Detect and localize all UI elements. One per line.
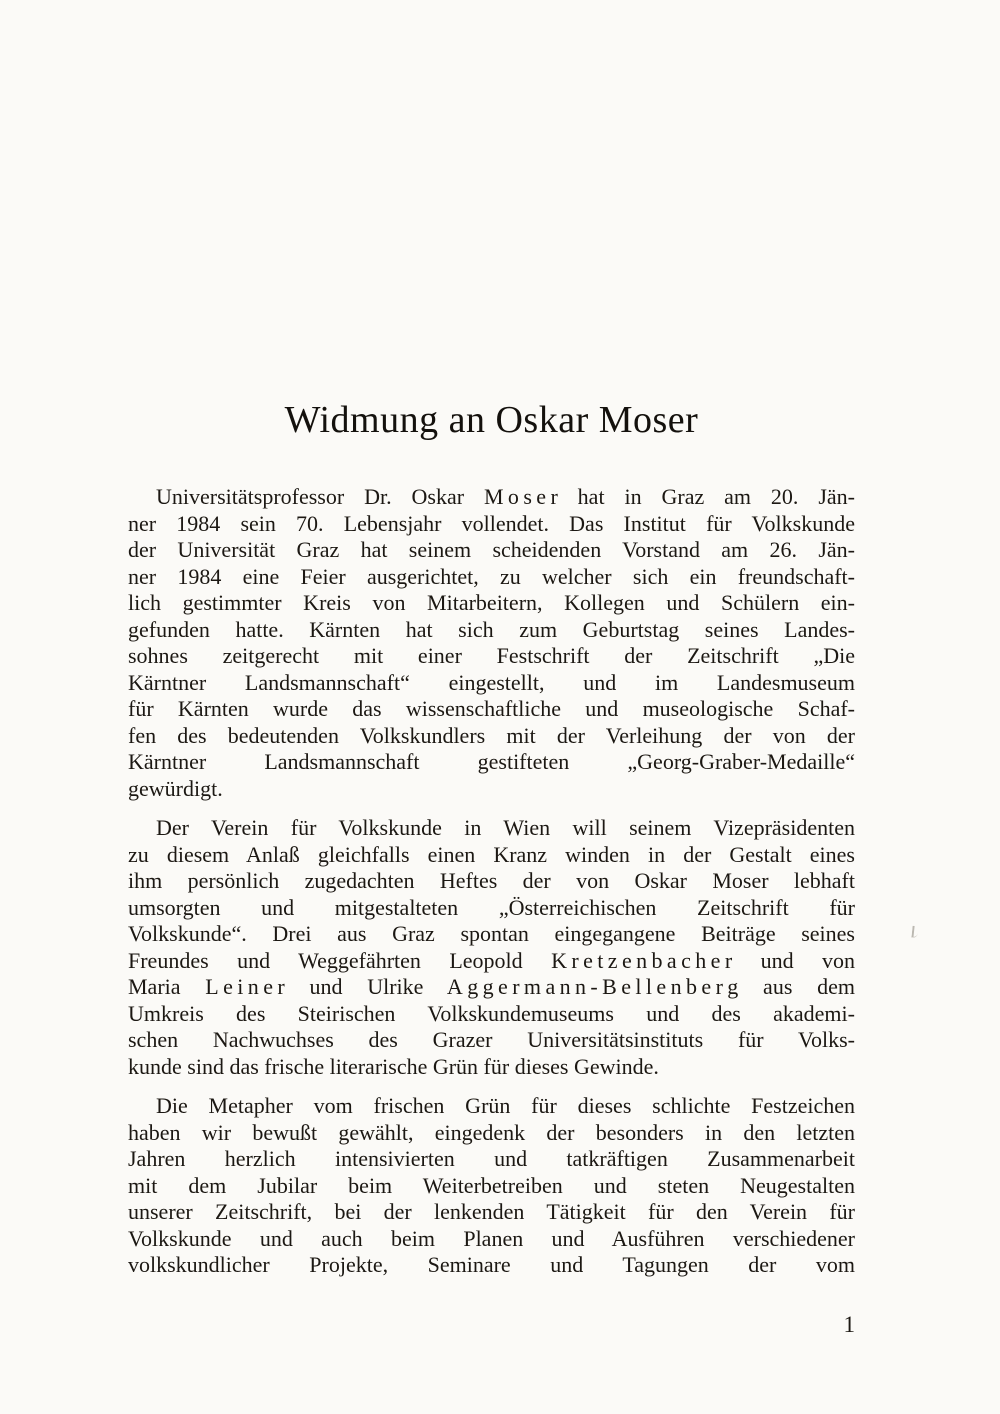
page-title: Widmung an Oskar Moser [284, 399, 699, 441]
text-line: Kärntner Landsmannschaft“ eingestellt, und im Landesmuseum [128, 669, 855, 695]
text-line: gewürdigt. [128, 775, 223, 801]
text-line: Jahren herzlich intensivierten und tatkräftigen Zusammenarbeit [128, 1146, 855, 1171]
scan-speck-icon [911, 926, 918, 939]
text-line: Universitätsprofessor Dr. Oskar M o s e r hat in Graz am 20. Jän- [156, 484, 855, 509]
page-number: 1 [843, 1312, 855, 1337]
text-line: Volkskunde“. Drei aus Graz spontan eingegangene Beiträge seines [128, 921, 855, 946]
text-line: haben wir bewußt gewählt, eingedenk der besonders in den letzten [128, 1119, 855, 1145]
paragraph-2 [128, 815, 855, 1080]
paragraph-1 [128, 484, 855, 802]
text-line: volkskundlicher Projekte, Seminare und Tagungen der vom [128, 1252, 855, 1277]
text-line: zu diesem Anlaß gleichfalls einen Kranz winden in der Gestalt eines [128, 841, 855, 867]
text-line: ihm persönlich zugedachten Heftes der von Oskar Moser lebhaft [128, 868, 855, 893]
text-line: Maria L e i n e r und Ulrike A g g e r m a n n - B e l l e n b e r g aus dem [128, 974, 855, 999]
text-line: unserer Zeitschrift, bei der lenkenden Tätigkeit für den Verein für [128, 1199, 855, 1224]
text-line: Freundes und Weggefährten Leopold K r e t z e n b a c h e r und von [128, 947, 855, 973]
paragraph-3 [128, 1093, 855, 1279]
text-line: ner 1984 eine Feier ausgerichtet, zu welcher sich ein freundschaft- [128, 563, 855, 589]
text-line: der Universität Graz hat seinem scheidenden Vorstand am 26. Jän- [128, 537, 855, 562]
text-line: schen Nachwuchses des Grazer Universitätsinstituts für Volks- [128, 1027, 855, 1052]
text-line: lich gestimmter Kreis von Mitarbeitern, Kollegen und Schülern ein- [128, 590, 855, 615]
text-line: für Kärnten wurde das wissenschaftliche und museologische Schaf- [128, 696, 855, 721]
text-line: Die Metapher vom frischen Grün für dieses schlichte Festzeichen [156, 1093, 855, 1118]
text-line: gefunden hatte. Kärnten hat sich zum Geburtstag seines Landes- [128, 616, 855, 642]
text-line: umsorgten und mitgestalteten „Österreichischen Zeitschrift für [128, 894, 855, 920]
text-line: sohnes zeitgerecht mit einer Festschrift der Zeitschrift „Die [128, 643, 855, 668]
text-line: Kärntner Landsmannschaft gestifteten „Georg-Graber-Medaille“ [128, 749, 855, 774]
text-line: ner 1984 sein 70. Lebensjahr vollendet. Das Institut für Volkskunde [128, 510, 855, 536]
text-line: fen des bedeutenden Volkskundlers mit der Verleihung der von der [128, 722, 855, 748]
text-line: Volkskunde und auch beim Planen und Ausführen verschiedener [128, 1225, 855, 1251]
text-line: mit dem Jubilar beim Weiterbetreiben und steten Neugestalten [128, 1172, 855, 1198]
text-line: kunde sind das frische literarische Grün für dieses Gewinde. [128, 1053, 659, 1079]
text-line: Der Verein für Volkskunde in Wien will seinem Vizepräsidenten [156, 815, 855, 840]
text-line: Umkreis des Steirischen Volkskundemuseums und des akademi- [128, 1000, 855, 1026]
text-block [128, 484, 855, 1279]
